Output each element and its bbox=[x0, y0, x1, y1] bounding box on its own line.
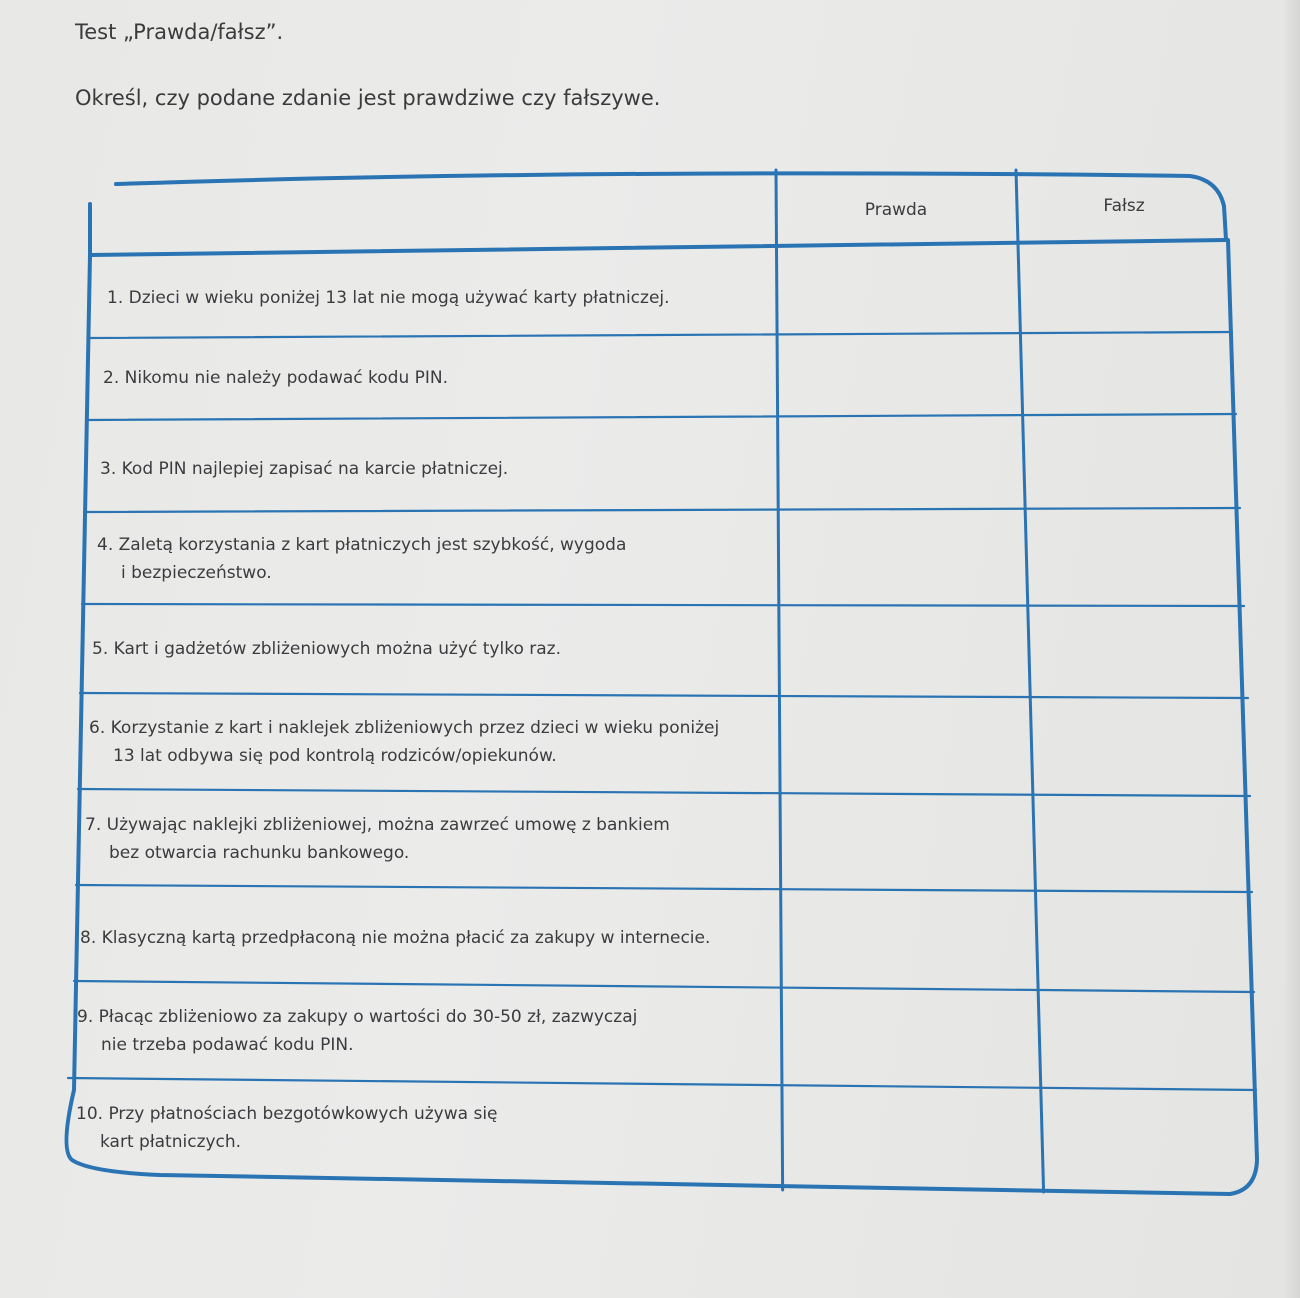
answer-cell-falsz-6[interactable] bbox=[1034, 702, 1240, 792]
answer-cell-falsz-3[interactable] bbox=[1027, 418, 1228, 504]
statement-text-line2: 13 lat odbywa się pod kontrolą rodziców/opiekunów. bbox=[113, 746, 557, 766]
statement-text-line1: 7. Używając naklejki zbliżeniowej, można zawrzeć umowę z bankiem bbox=[85, 815, 670, 835]
statement-text-line2: bez otwarcia rachunku bankowego. bbox=[109, 843, 410, 863]
statement-text-line1: 3. Kod PIN najlepiej zapisać na karcie płatniczej. bbox=[100, 459, 509, 479]
statement-text-line1: 5. Kart i gadżetów zbliżeniowych można użyć tylko raz. bbox=[92, 639, 561, 659]
row-divider bbox=[82, 604, 1244, 606]
answer-cell-falsz-1[interactable] bbox=[1022, 244, 1220, 328]
answer-cell-prawda-7[interactable] bbox=[784, 800, 1029, 888]
answer-cell-prawda-6[interactable] bbox=[783, 702, 1026, 792]
statement-text-line1: 1. Dzieci w wieku poniżej 13 lat nie mogą używać karty płatniczej. bbox=[107, 288, 670, 308]
statement-10 bbox=[76, 1100, 498, 1156]
statement-3 bbox=[100, 455, 508, 483]
answer-cell-falsz-10[interactable] bbox=[1045, 1094, 1248, 1182]
worksheet-instruction: Określ, czy podane zdanie jest prawdziwe czy fałszywe. bbox=[75, 86, 661, 110]
column-header-falsz: Fałsz bbox=[1103, 196, 1145, 216]
answer-cell-prawda-4[interactable] bbox=[782, 512, 1021, 602]
answer-cell-prawda-9[interactable] bbox=[785, 996, 1034, 1086]
answer-cell-prawda-10[interactable] bbox=[786, 1094, 1037, 1182]
answer-cell-prawda-2[interactable] bbox=[781, 336, 1016, 410]
statement-text-line2: i bezpieczeństwo. bbox=[121, 563, 272, 583]
answer-cell-falsz-9[interactable] bbox=[1042, 996, 1246, 1086]
answer-cell-prawda-1[interactable] bbox=[780, 244, 1014, 328]
statement-5 bbox=[92, 635, 561, 663]
statement-text-line2: nie trzeba podawać kodu PIN. bbox=[101, 1035, 354, 1055]
statement-text-line1: 4. Zaletą korzystania z kart płatniczych jest szybkość, wygoda bbox=[97, 535, 627, 555]
statement-text-line1: 2. Nikomu nie należy podawać kodu PIN. bbox=[103, 368, 449, 388]
statement-text-line1: 8. Klasyczną kartą przedpłaconą nie można płacić za zakupy w internecie. bbox=[80, 928, 711, 948]
worksheet-title: Test „Prawda/fałsz”. bbox=[75, 20, 284, 44]
answer-cell-falsz-4[interactable] bbox=[1029, 512, 1232, 602]
statement-8 bbox=[80, 924, 710, 952]
statement-7 bbox=[85, 811, 670, 867]
statement-text-line1: 10. Przy płatnościach bezgotówkowych używa się bbox=[76, 1104, 498, 1124]
answer-cell-prawda-8[interactable] bbox=[785, 896, 1032, 988]
answer-cell-prawda-5[interactable] bbox=[783, 610, 1024, 694]
answer-cell-prawda-3[interactable] bbox=[782, 418, 1019, 504]
statement-2 bbox=[103, 364, 448, 392]
statement-text-line1: 9. Płacąc zbliżeniowo za zakupy o wartości do 30-50 zł, zazwyczaj bbox=[77, 1007, 638, 1027]
answer-cell-falsz-8[interactable] bbox=[1040, 896, 1244, 988]
statement-4 bbox=[97, 531, 626, 587]
statement-9 bbox=[77, 1003, 637, 1059]
answer-cell-falsz-2[interactable] bbox=[1024, 336, 1224, 410]
statement-text-line1: 6. Korzystanie z kart i naklejek zbliżeniowych przez dzieci w wieku poniżej bbox=[89, 718, 720, 738]
statement-6 bbox=[89, 714, 719, 770]
answer-cell-falsz-7[interactable] bbox=[1037, 800, 1242, 888]
statement-text-line2: kart płatniczych. bbox=[100, 1132, 242, 1152]
statement-1 bbox=[107, 284, 670, 312]
table-top-border bbox=[116, 173, 1226, 240]
answer-cell-falsz-5[interactable] bbox=[1032, 610, 1236, 694]
column-header-prawda: Prawda bbox=[864, 200, 928, 220]
